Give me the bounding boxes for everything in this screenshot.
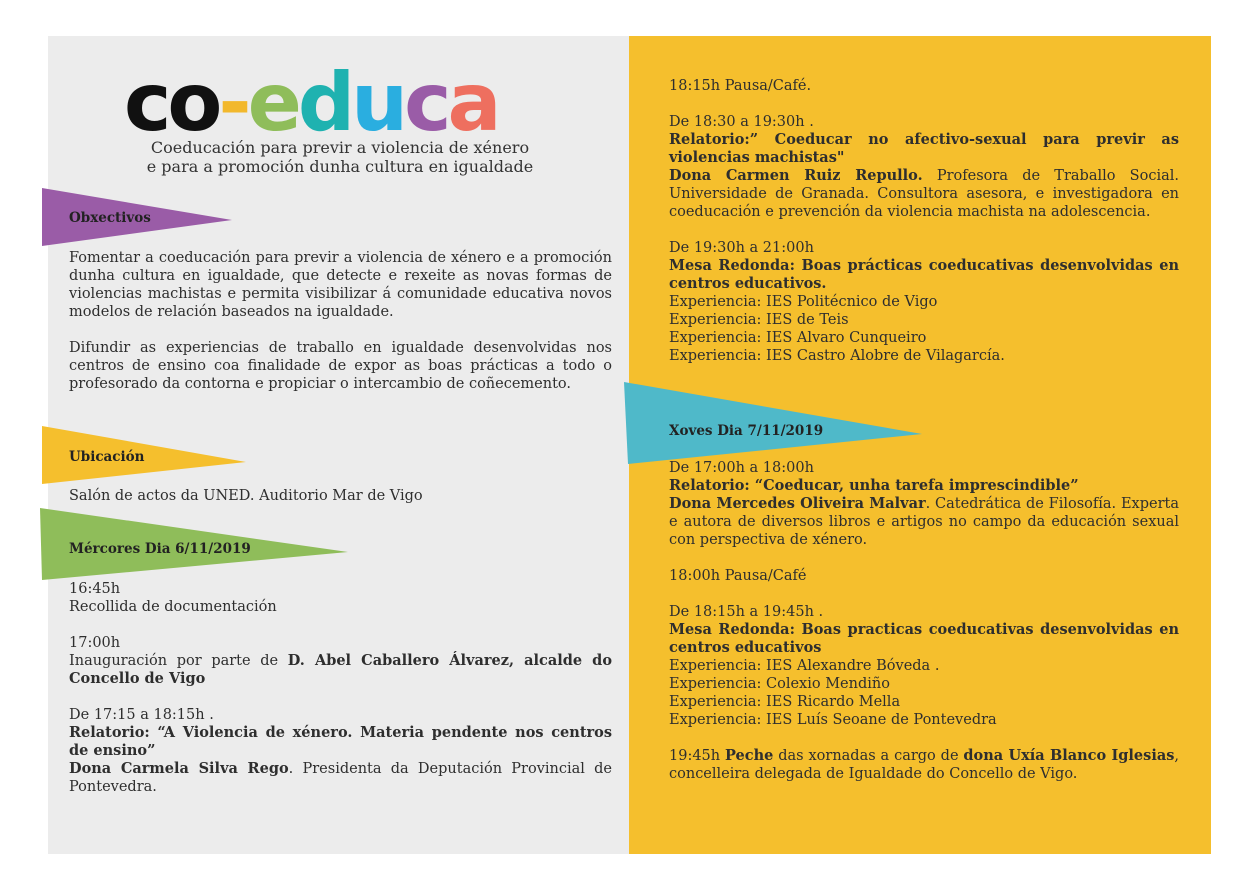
mercores-time-2: 17:00h (69, 635, 121, 651)
mesa-redonda-2-title: Mesa Redonda: Boas practicas coeducativas desenvolvidas en centros educativos (669, 621, 1179, 656)
subtitle-line-1: Coeducación para previr a violencia de xénero (150, 138, 530, 157)
experience-item: Experiencia: IES Luís Seoane de Pontevedra (669, 712, 997, 728)
pausa-1: 18:15h Pausa/Café. (669, 78, 812, 94)
right-talk-speaker (669, 167, 1179, 221)
logo-letter: u (351, 56, 405, 149)
xoves-talk-speaker (669, 495, 1179, 549)
experience-item: Experiencia: IES Alexandre Bóveda . (669, 658, 940, 674)
speaker-description: . Catedrática de Filosofía. Experta e autora de diversos libros e artigos no campo da educación sexual con perspectiva de xénero. (669, 496, 1179, 548)
closing-time: 19:45h (669, 748, 726, 764)
inauguration-speaker: D. Abel Caballero Álvarez, alcalde do Concello de Vigo (69, 652, 612, 687)
obxectivos-heading: Obxectivos (69, 210, 151, 226)
logo-letter: c (124, 56, 168, 149)
experience-item: Experiencia: IES de Teis (669, 312, 849, 328)
logo-letter: c (404, 56, 448, 149)
pausa-2: 18:00h Pausa/Café (669, 568, 807, 584)
right-time-2: De 19:30h a 21:00h (669, 240, 814, 256)
xoves-time-2: De 18:15h a 19:45h . (669, 604, 824, 620)
logo-letter: o (167, 56, 219, 149)
obxectivos-paragraph-1: Fomentar a coeducación para previr a violencia de xénero e a promoción dunha cultura en igualdade, que detecte e rexeite as novas formas de violencias machistas e permita visibilizar á comunidade educativa novos modelos de relación baseados na igualdade. (69, 250, 612, 320)
mercores-talk-title: Relatorio: “A Violencia de xénero. Materia pendente nos centros de ensino” (69, 724, 612, 759)
subtitle-line-2: e para a promoción dunha cultura en igualdade (146, 157, 534, 176)
mercores-heading: Mércores Dia 6/11/2019 (69, 541, 251, 557)
closing-label: Peche (725, 747, 774, 764)
logo-letter: d (297, 56, 352, 149)
obxectivos-text (69, 249, 612, 393)
inauguration-text: Inauguración por parte de (69, 653, 288, 669)
mesa-redonda-1-title: Mesa Redonda: Boas prácticas coeducativas desenvolvidas en centros educativos. (669, 257, 1179, 292)
experience-item: Experiencia: IES Castro Alobre de Vilagarcía. (669, 348, 1005, 364)
closing-text (669, 747, 1179, 783)
experience-item: Experiencia: IES Politécnico de Vigo (669, 294, 938, 310)
right-talk-title: Relatorio:” Coeducar no afectivo-sexual para previr as violencias machistas" (669, 131, 1179, 166)
mercores-time-1: 16:45h (69, 581, 121, 597)
logo-letter: e (247, 56, 298, 149)
xoves-program (669, 459, 1179, 783)
obxectivos-paragraph-2: Difundir as experiencias de traballo en igualdade desenvolvidas nos centros de ensino coa finalidade de expor as boas prácticas a todo o profesorado da contorna e propiciar o intercambio de coñecemento. (69, 340, 612, 392)
mercores-item-2 (69, 652, 612, 688)
speaker-name: Dona Carmen Ruiz Repullo. (669, 167, 923, 184)
speaker-description: Profesora de Traballo Social. Universidade de Granada. Consultora asesora, e investigadora en coeducación e prevención da violencia machista na adolescencia. (669, 168, 1179, 220)
subtitle (130, 138, 550, 176)
mercores-program (69, 580, 612, 796)
experience-item: Experiencia: IES Alvaro Cunqueiro (669, 330, 927, 346)
ubicacion-heading: Ubicación (69, 449, 145, 465)
xoves-talk-title: Relatorio: “Coeducar, unha tarefa imprescindible” (669, 477, 1079, 494)
experience-item: Experiencia: IES Ricardo Mella (669, 694, 901, 710)
mercores-talk-speaker (69, 760, 612, 796)
speaker-name: Dona Mercedes Oliveira Malvar (669, 495, 926, 512)
xoves-heading: Xoves Dia 7/11/2019 (669, 423, 824, 439)
logo-letter: - (218, 56, 248, 149)
mercores-item-1: Recollida de documentación (69, 599, 277, 615)
closing-speaker: dona Uxía Blanco Iglesias (963, 747, 1175, 764)
xoves-time-1: De 17:00h a 18:00h (669, 460, 814, 476)
experience-item: Experiencia: Colexio Mendiño (669, 676, 890, 692)
right-program-top (669, 77, 1179, 365)
mercores-time-3: De 17:15 a 18:15h . (69, 707, 214, 723)
speaker-description: . Presidenta da Deputación Provincial de Pontevedra. (69, 761, 612, 795)
logo-letter: a (447, 56, 498, 149)
speaker-name: Dona Carmela Silva Rego (69, 760, 289, 777)
closing-mid: das xornadas a cargo de (773, 748, 964, 764)
closing-end: , concelleira delegada de Igualdade do Concello de Vigo. (669, 748, 1179, 782)
ubicacion-text: Salón de actos da UNED. Auditorio Mar de Vigo (69, 488, 423, 504)
right-time-1: De 18:30 a 19:30h . (669, 114, 814, 130)
